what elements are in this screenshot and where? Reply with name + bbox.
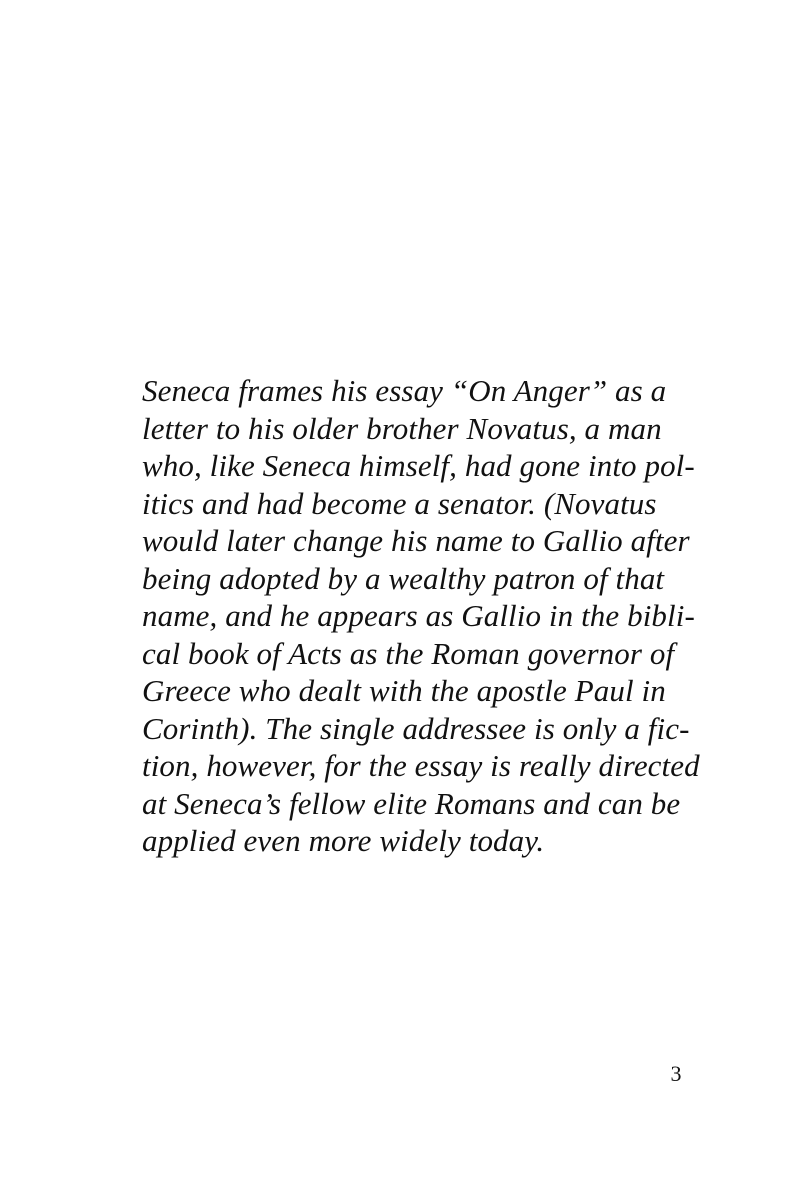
page-number: 3 [670, 1061, 682, 1086]
paragraph-line: being adopted by a wealthy patron of that [142, 560, 665, 596]
paragraph-line: Greece who dealt with the apostle Paul in [142, 673, 666, 708]
paragraph-line: who, like Seneca himself, had gone into pol- [142, 448, 695, 483]
paragraph-line: tion, however, for the essay is really directed [142, 748, 700, 783]
paragraph-line: letter to his older brother Novatus, a man [142, 410, 662, 446]
body-paragraph [142, 372, 702, 860]
paragraph-line: Seneca frames his essay “On Anger” as a [142, 373, 667, 408]
paragraph-line: name, and he appears as Gallio in the bibli- [142, 598, 695, 633]
paragraph-line: itics and had become a senator. (Novatus [142, 485, 657, 521]
paragraph-line: Corinth). The single addressee is only a fic- [142, 710, 690, 746]
paragraph-line: at Seneca’s fellow elite Romans and can be [142, 785, 681, 821]
paragraph-line: would later change his name to Gallio after [142, 523, 690, 558]
paragraph-line: cal book of Acts as the Roman governor of [142, 635, 675, 671]
paragraph-line: applied even more widely today. [142, 823, 545, 858]
